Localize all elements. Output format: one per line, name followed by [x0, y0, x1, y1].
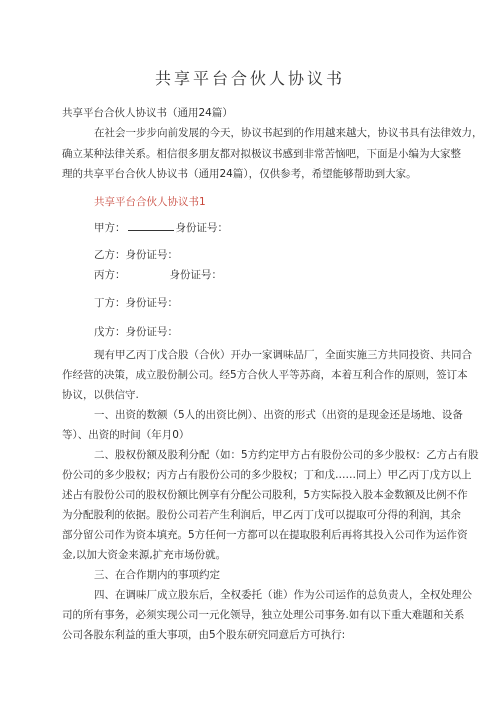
clause-2-line-2: 份公司的多少股权；丙方占有股份公司的多少股权；丁和戊……同上）甲乙丙丁戊方以上: [62, 469, 472, 481]
clause-1-line-2: 等）、出资的时间（年月0）: [62, 429, 190, 441]
intro-line-3: 理的共享平台合伙人协议书（通用24篇），仅供参考，希望能够帮助到大家。: [62, 168, 417, 180]
body-line-1: 现有甲乙丙丁戊合股（合伙）开办一家调味品厂，全面实施三方共同投资、共同合: [94, 349, 472, 361]
clause-2-line-6: 金,以加大资金来源,扩充市场份就。: [62, 549, 227, 561]
clause-1-line-1: 一、出资的数额（5人的出资比例）、出资的形式（出资的是现金还是场地、设备: [94, 409, 463, 421]
intro-line-1: 在社会一步步向前发展的今天，协议书起到的作用越来越大，协议书具有法律效力，: [94, 127, 483, 139]
subtitle: 共享平台合伙人协议书（通用24篇）: [62, 107, 233, 119]
party-c-id-label: 身份证号：: [169, 269, 222, 281]
party-e-line: 戊方：身份证号：: [94, 326, 178, 338]
intro-line-2: 确立某种法律关系。相信很多朋友都对拟极议书感到非常苦恼吧，下面是小编为大家整: [62, 148, 461, 160]
party-a-line: [94, 220, 450, 235]
party-a-blank: [128, 220, 174, 231]
body-line-2: 作经营的决策，成立股份制公司。经5方合伙人平等苏商，本着互利合作的原则，签订本: [62, 369, 468, 381]
clause-4-line-2: 司的所有事务，必须实现公司一元化领导，独立处理公司事务.如有以下重大难题和关系: [62, 609, 465, 621]
clause-2-line-1: 二、股权份额及股利分配（如：5方约定甲方占有股份公司的多少股权：乙方占有股: [94, 449, 479, 461]
clause-4-line-3: 公司各股东利益的重大事项，由5个股东研究同意后方可执行:: [62, 629, 346, 641]
party-a-id-label: 身份证号：: [175, 222, 228, 234]
party-b-line: 乙方：身份证号：: [94, 249, 178, 261]
party-d-line: 丁方：身份证号：: [94, 297, 178, 309]
clause-4-line-1: 四、在调味厂成立股东后，全权委托（谁）作为公司运作的总负责人，全权处理公: [94, 589, 472, 601]
clause-2-line-5: 部分留公司作为资本填充。5方任何一方都可以在提取股利后再将其投入公司作为运作资: [62, 529, 468, 541]
party-c-line: [94, 268, 450, 282]
party-a-label: 甲方：: [94, 222, 126, 234]
document-title: 共享平台合伙人协议书: [154, 69, 345, 88]
clause-3-heading: 三、在合作期内的事项约定: [94, 569, 220, 581]
section-heading: 共享平台合伙人协议书1: [94, 196, 206, 208]
body-line-3: 协议，以供信守.: [62, 389, 139, 401]
party-c-label: 丙方：: [94, 269, 126, 281]
clause-2-line-3: 述占有股份公司的股权份额比例享有分配公司股利，5方实际投入股本金数额及比例不作: [62, 489, 468, 501]
clause-2-line-4: 为分配股利的依据。股份公司若产生利润后，甲乙丙丁戊可以提取可分得的利润，其余: [62, 509, 461, 521]
